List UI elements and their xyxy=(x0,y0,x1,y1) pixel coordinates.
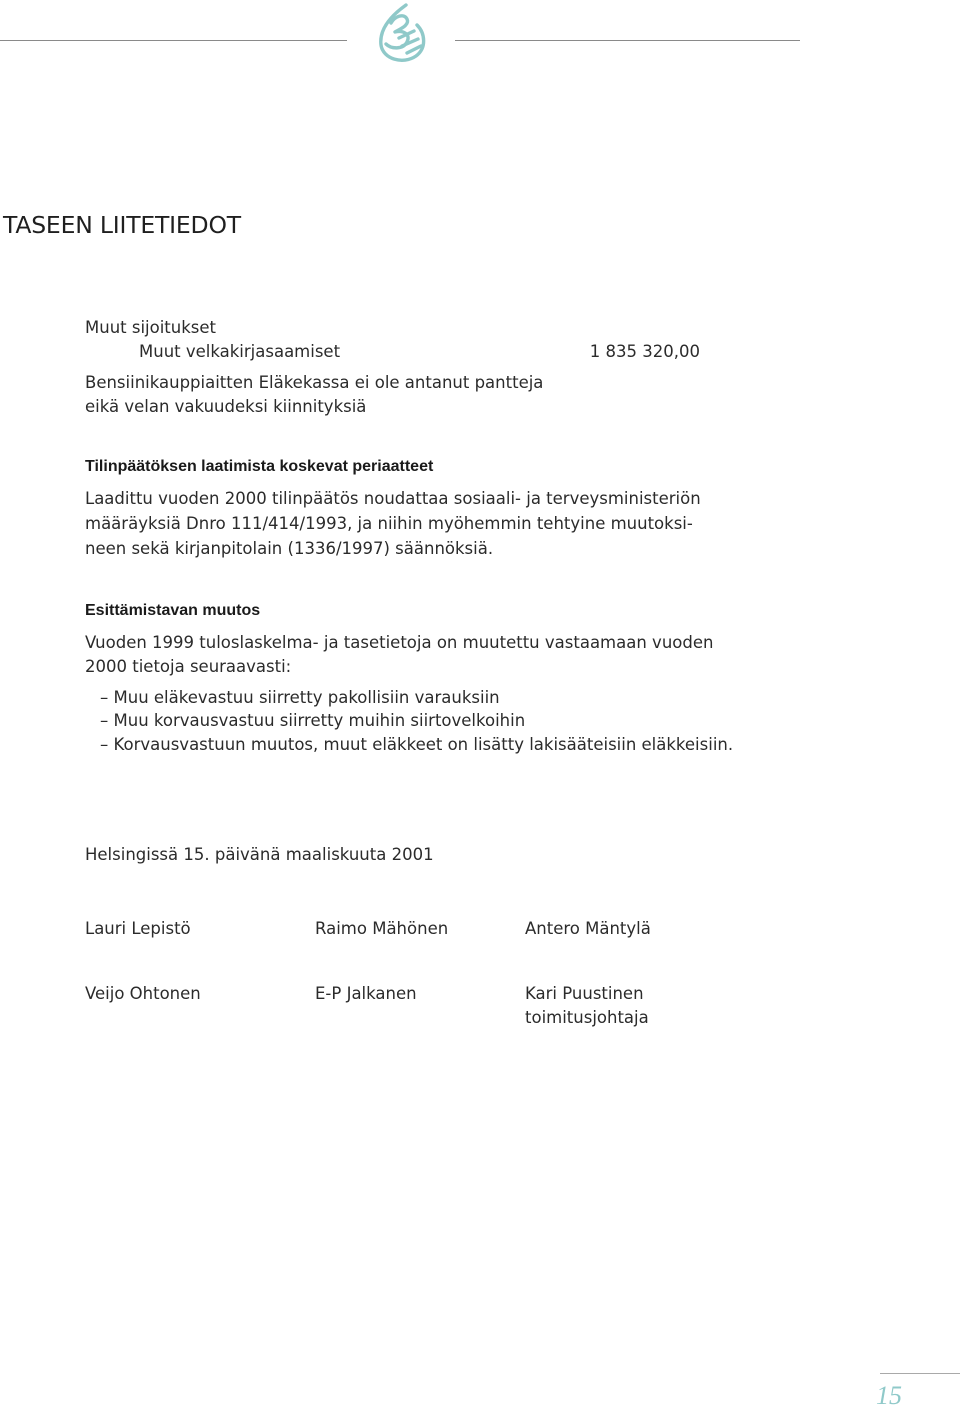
principles-heading: Tilinpäätöksen laatimista koskevat periaatteet xyxy=(85,458,434,475)
page-title: TASEEN LIITETIEDOT xyxy=(3,211,241,239)
signatory-title: toimitusjohtaja xyxy=(525,1008,649,1027)
presentation-change-item: – Muu eläkevastuu siirretty pakollisiin varauksiin xyxy=(100,688,500,707)
presentation-change-line: Vuoden 1999 tuloslaskelma- ja tasetietoja on muutettu vastaamaan vuoden xyxy=(85,633,714,652)
investments-item-label: Muut velkakirjasaamiset xyxy=(139,342,341,361)
signatory-name: Kari Puustinen xyxy=(525,984,644,1003)
signatory-name: Veijo Ohtonen xyxy=(85,984,201,1003)
principles-line: neen sekä kirjanpitolain (1336/1997) säännöksiä. xyxy=(85,539,494,558)
investments-item-value: 1 835 320,00 xyxy=(589,342,700,361)
signatory-name: Lauri Lepistö xyxy=(85,919,191,938)
principles-line: Laadittu vuoden 2000 tilinpäätös noudattaa sosiaali- ja terveysministeriön xyxy=(85,489,701,508)
presentation-change-item: – Korvausvastuun muutos, muut eläkkeet on lisätty lakisääteisiin eläkkeisiin. xyxy=(100,735,734,754)
page-number: 15 xyxy=(876,1381,902,1409)
header-rule-right xyxy=(455,40,800,41)
footer-rule xyxy=(880,1373,960,1374)
signatory-name: E-P Jalkanen xyxy=(315,984,417,1003)
company-logo-icon xyxy=(370,2,432,66)
investments-note-line: Bensiinikauppiaitten Eläkekassa ei ole antanut pantteja xyxy=(85,373,544,392)
place-date: Helsingissä 15. päivänä maaliskuuta 2001 xyxy=(85,845,434,864)
presentation-change-item: – Muu korvausvastuu siirretty muihin siirtovelkoihin xyxy=(100,711,526,730)
header-rule-left xyxy=(0,40,347,41)
company-logo xyxy=(370,2,432,66)
presentation-change-line: 2000 tietoja seuraavasti: xyxy=(85,657,292,676)
signatory-name: Antero Mäntylä xyxy=(525,919,651,938)
principles-line: määräyksiä Dnro 111/414/1993, ja niihin myöhemmin tehtyine muutoksi- xyxy=(85,514,693,533)
investments-note-line: eikä velan vakuudeksi kiinnityksiä xyxy=(85,397,367,416)
investments-heading: Muut sijoitukset xyxy=(85,318,217,337)
signatory-name: Raimo Mähönen xyxy=(315,919,449,938)
presentation-change-heading: Esittämistavan muutos xyxy=(85,602,261,619)
